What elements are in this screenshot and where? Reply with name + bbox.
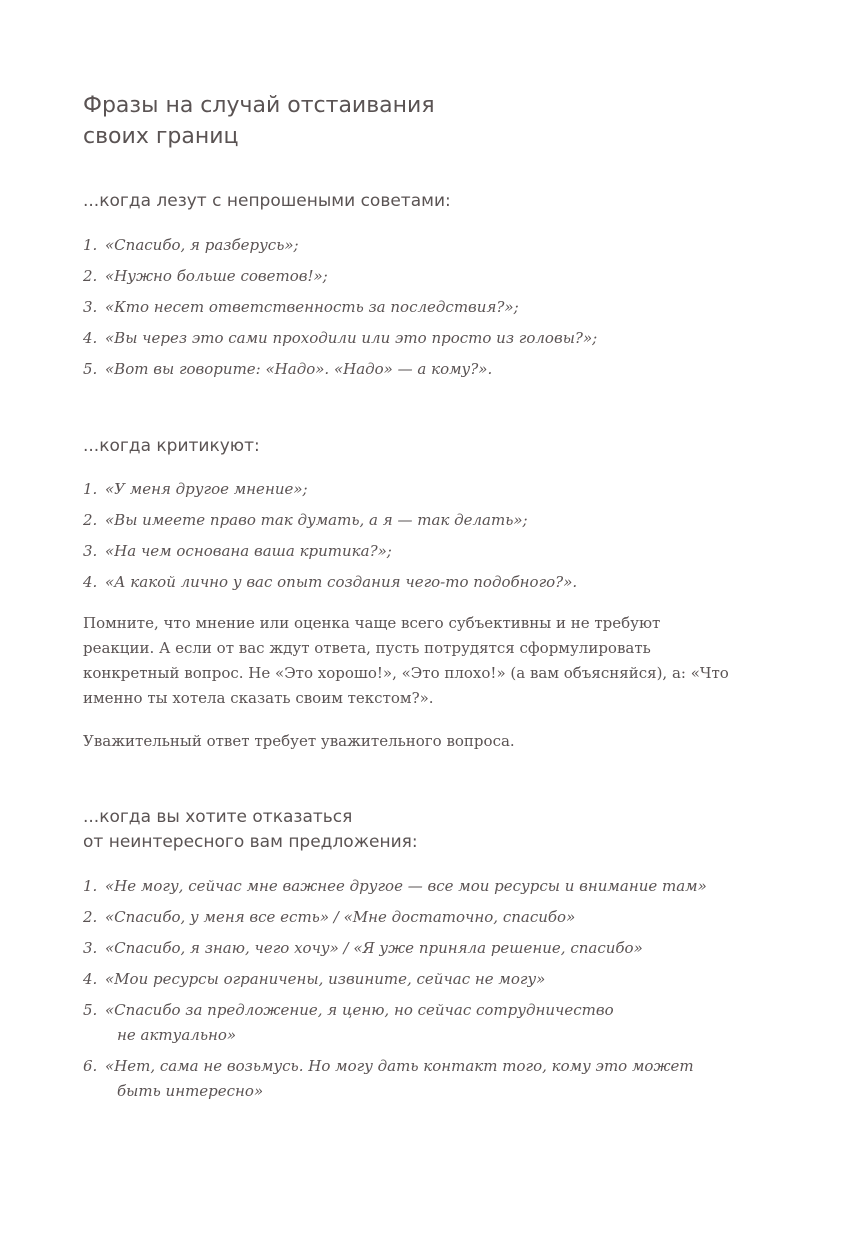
item-text: «У меня другое мнение»; xyxy=(105,480,308,498)
item-number: 2. xyxy=(83,908,98,926)
item-text xyxy=(105,998,707,1048)
item-text-line: быть интересно» xyxy=(117,1082,264,1100)
criticism-conclusion-paragraph: Уважительный ответ требует уважительного вопроса. xyxy=(83,732,515,750)
advice-phrase-list xyxy=(83,233,597,388)
item-number: 5. xyxy=(83,360,98,378)
item-number: 2. xyxy=(83,511,98,529)
item-number: 6. xyxy=(83,1057,98,1075)
item-text: «Спасибо, я разберусь»; xyxy=(105,236,299,254)
item-number: 5. xyxy=(83,1001,98,1019)
list-item xyxy=(83,936,707,961)
item-text: «Вы через это сами проходили или это просто из головы?»; xyxy=(105,329,598,347)
item-text-line: «Нет, сама не возьмусь. Но могу дать контакт того, кому это может xyxy=(105,1057,694,1075)
criticism-phrase-list xyxy=(83,477,577,601)
list-item xyxy=(83,326,597,351)
section-heading-unsolicited-advice: ...когда лезут с непрошеными советами: xyxy=(83,191,451,211)
list-item xyxy=(83,539,577,564)
item-number: 1. xyxy=(83,877,98,895)
item-text: «На чем основана ваша критика?»; xyxy=(105,542,392,560)
item-text xyxy=(105,1054,707,1104)
page-title: Фразы на случай отстаивания своих границ xyxy=(83,93,435,149)
item-text: «Вы имеете право так думать, а я — так делать»; xyxy=(105,511,528,529)
item-text: «Вот вы говорите: «Надо». «Надо» — а кому?». xyxy=(105,360,493,378)
item-text: «А какой лично у вас опыт создания чего-то подобного?». xyxy=(105,573,578,591)
item-number: 4. xyxy=(83,970,98,988)
item-text: «Кто несет ответственность за последствия?»; xyxy=(105,298,519,316)
item-text-line: не актуально» xyxy=(117,1026,237,1044)
list-item xyxy=(83,295,597,320)
decline-phrase-list xyxy=(83,874,707,1110)
list-item xyxy=(83,874,707,899)
item-number: 4. xyxy=(83,573,98,591)
section-heading-declining-offer: ...когда вы хотите отказаться от неинтересного вам предложения: xyxy=(83,807,418,852)
criticism-explanation-paragraph: Помните, что мнение или оценка чаще всего субъективны и не требуют реакции. А если от вас ждут ответа, пусть потрудятся сформулировать конкретный вопрос. Не «Это хорошо!», «Это плохо!» (а вам объясняйся), а: «Что именно ты хотела сказать своим текстом?». xyxy=(83,614,729,707)
item-text: «Спасибо, я знаю, чего хочу» / «Я уже приняла решение, спасибо» xyxy=(105,939,643,957)
item-text: «Спасибо, у меня все есть» / «Мне достаточно, спасибо» xyxy=(105,908,576,926)
list-item xyxy=(83,264,597,289)
item-text-line: «Спасибо за предложение, я ценю, но сейчас сотрудничество xyxy=(105,1001,614,1019)
item-number: 3. xyxy=(83,298,98,316)
item-number: 2. xyxy=(83,267,98,285)
item-number: 1. xyxy=(83,480,98,498)
item-text: «Мои ресурсы ограничены, извините, сейчас не могу» xyxy=(105,970,546,988)
item-text: «Не могу, сейчас мне важнее другое — все мои ресурсы и внимание там» xyxy=(105,877,707,895)
section-heading-criticism: ...когда критикуют: xyxy=(83,436,260,456)
list-item xyxy=(83,1054,707,1104)
list-item xyxy=(83,357,597,382)
item-number: 4. xyxy=(83,329,98,347)
item-number: 1. xyxy=(83,236,98,254)
list-item xyxy=(83,998,707,1048)
list-item xyxy=(83,477,577,502)
list-item xyxy=(83,508,577,533)
item-number: 3. xyxy=(83,542,98,560)
item-text: «Нужно больше советов!»; xyxy=(105,267,328,285)
item-number: 3. xyxy=(83,939,98,957)
list-item xyxy=(83,570,577,595)
list-item xyxy=(83,967,707,992)
list-item xyxy=(83,233,597,258)
list-item xyxy=(83,905,707,930)
